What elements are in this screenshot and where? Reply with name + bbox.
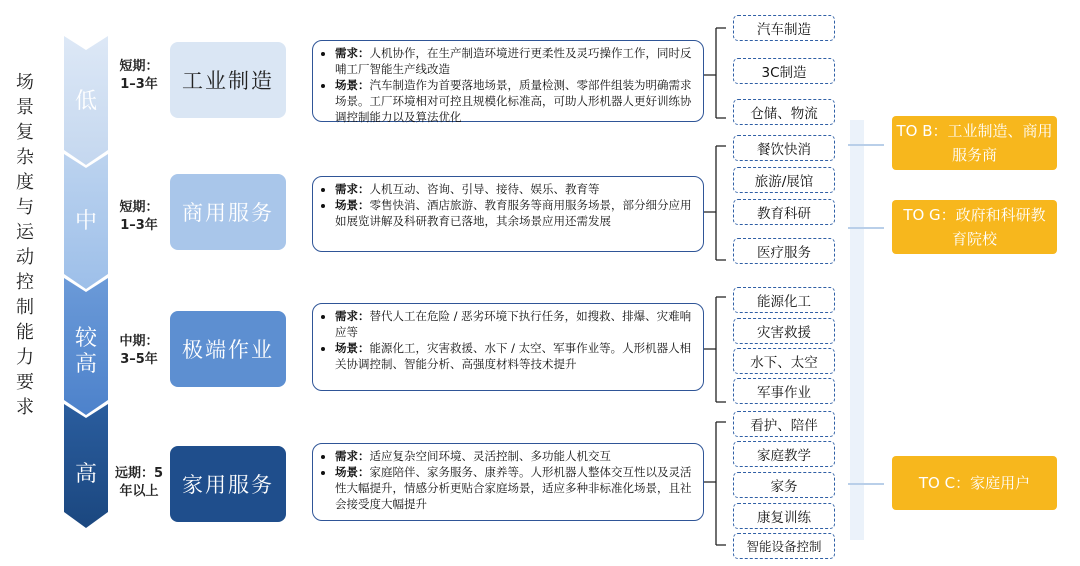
category-commercial: 商用服务 — [170, 174, 286, 250]
target-to-c: TO C：家庭用户 — [892, 456, 1057, 510]
demand-label: 需求： — [335, 309, 370, 323]
tag-care-companion: 看护、陪伴 — [733, 411, 835, 437]
tag-home-teaching: 家庭教学 — [733, 441, 835, 467]
tag-3c-manufacturing: 3C制造 — [733, 58, 835, 84]
target-to-g: TO G：政府和科研教育院校 — [892, 200, 1057, 254]
tag-medical: 医疗服务 — [733, 238, 835, 264]
category-household: 家用服务 — [170, 446, 286, 522]
tag-education-research: 教育科研 — [733, 199, 835, 225]
demand-label: 需求： — [335, 449, 370, 463]
scene-text: 家庭陪伴、家务服务、康养等。人形机器人整体交互性以及灵活性大幅提升，情感分析更贴合家庭场景，适应多种非标准化场景，且社会接受度大幅提升 — [335, 465, 692, 511]
tag-tourism: 旅游/展馆 — [733, 167, 835, 193]
vertical-axis-title: 场景复杂度与运动控制能力要求 — [16, 72, 34, 418]
scene-label: 场景： — [335, 341, 370, 355]
tag-energy-chemical: 能源化工 — [733, 287, 835, 313]
duration-low: 短期： 1–3年 — [119, 59, 159, 92]
duration-high: 远期：5 年以上 — [114, 466, 164, 499]
demand-text: 人机协作，在生产制造环境进行更柔性及灵巧操作工作，同时反哺工厂智能生产线改造 — [335, 46, 692, 76]
scene-label: 场景： — [335, 78, 370, 92]
chevron-label-mid: 中 — [74, 209, 97, 234]
scene-text: 零售快消、酒店旅游、教育服务等商用服务场景，部分细分应用如展览讲解及科研教育已落地，其余场景应用还需发展 — [335, 198, 692, 228]
chevron-label-high: 高 — [74, 462, 97, 487]
chevron-label-higher-text: 较高 — [75, 326, 98, 377]
scene-text: 汽车制造作为首要落地场景，质量检测、零部件组装为明确需求场景。工厂环境相对可控且规模化标准高，可助人形机器人更好训练协调控制能力以及算法优化 — [335, 78, 692, 124]
duration-higher: 中期： 3–5年 — [119, 334, 159, 367]
chevron-label-low: 低 — [74, 89, 97, 114]
duration-mid: 短期： 1–3年 — [119, 200, 159, 233]
category-extreme: 极端作业 — [170, 311, 286, 387]
flow-bar — [850, 120, 864, 540]
tag-disaster-rescue: 灾害救援 — [733, 318, 835, 344]
tag-smart-device-control: 智能设备控制 — [733, 533, 835, 559]
demand-text: 适应复杂空间环境、灵活控制、多功能人机交互 — [369, 449, 611, 463]
tag-rehab-training: 康复训练 — [733, 503, 835, 529]
brace-extreme — [704, 297, 726, 402]
tag-military: 军事作业 — [733, 378, 835, 404]
demand-text: 替代人工在危险 / 恶劣环境下执行任务，如搜救、排爆、灾难响应等 — [335, 309, 692, 339]
scene-label: 场景： — [335, 465, 370, 479]
target-to-b: TO B：工业制造、商用服务商 — [892, 116, 1057, 170]
brace-commercial — [704, 146, 726, 260]
tag-warehouse-logistics: 仓储、物流 — [733, 99, 835, 125]
tag-housework: 家务 — [733, 472, 835, 498]
tag-auto-manufacturing: 汽车制造 — [733, 15, 835, 41]
category-industrial: 工业制造 — [170, 42, 286, 118]
demand-label: 需求： — [335, 182, 370, 196]
tag-underwater-space: 水下、太空 — [733, 348, 835, 374]
tag-catering: 餐饮快消 — [733, 135, 835, 161]
demand-text: 人机互动、咨询、引导、接待、娱乐、教育等 — [369, 182, 600, 196]
brace-industrial — [704, 28, 726, 118]
demand-label: 需求： — [335, 46, 370, 60]
brace-household — [704, 422, 726, 545]
scene-text: 能源化工，灾害救援、水下 / 太空、军事作业等。人形机器人相关协调控制、智能分析、高强度材料等技术提升 — [335, 341, 692, 371]
scene-label: 场景： — [335, 198, 370, 212]
